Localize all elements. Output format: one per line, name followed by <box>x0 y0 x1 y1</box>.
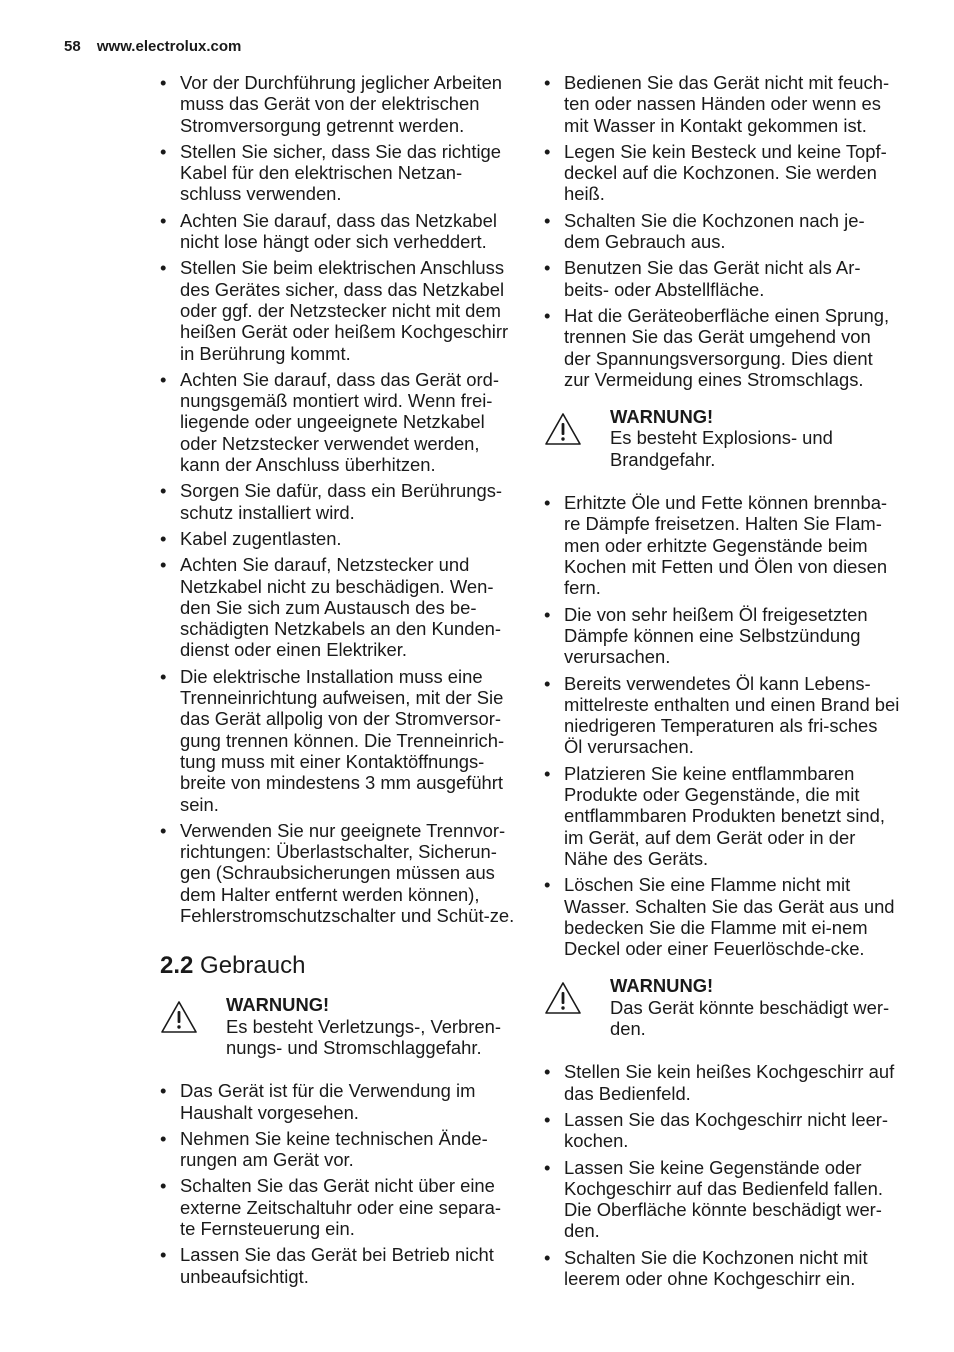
warning-triangle-icon <box>544 412 582 446</box>
section-heading <box>160 952 516 980</box>
list-item: • Schalten Sie das Gerät nicht über eine externe Zeitschaltuhr oder eine separa-te Fernsteuerung ein. <box>160 1175 516 1239</box>
list-item: • Stellen Sie beim elektrischen Anschluss des Gerätes sicher, dass das Netzkabel oder ggf. der Netzstecker nicht mit dem heißen Gerät oder heißem Kochgeschirr in Berührung kommt. <box>160 257 516 363</box>
section-number: 2.2 <box>160 952 194 980</box>
list-item: • Nehmen Sie keine technischen Ände-rungen am Gerät vor. <box>160 1128 516 1171</box>
list-item: • Legen Sie kein Besteck und keine Topf-deckel auf die Kochzonen. Sie werden heiß. <box>544 141 900 205</box>
warning-triangle-icon <box>160 1000 198 1034</box>
right-column <box>544 72 900 1294</box>
list-item: • Achten Sie darauf, Netzstecker und Netzkabel nicht zu beschädigen. Wen-den Sie sich zum Austausch des be-schädigten Netzkabels an den Kunden-dienst oder einen Elektriker. <box>160 554 516 660</box>
bullet-list-fire <box>544 492 900 959</box>
warning-triangle-icon <box>544 981 582 1015</box>
list-item: • Bedienen Sie das Gerät nicht mit feuch-ten oder nassen Händen oder wenn es mit Wasser in Kontakt gekommen ist. <box>544 72 900 136</box>
list-item: • Die elektrische Installation muss eine Trenneinrichtung aufweisen, mit der Sie das Gerät allpolig von der Stromversor-gung trennen können. Die Trenneinrich-tung muss mit einer Kontaktöffnungs-breite von mindestens 3 mm ausgeführt sein. <box>160 666 516 815</box>
list-item: • Vor der Durchführung jeglicher Arbeiten muss das Gerät von der elektrischen Stromversorgung getrennt werden. <box>160 72 516 136</box>
bullet-list-usage <box>160 1080 516 1287</box>
bullet-list-handling <box>544 72 900 390</box>
list-item: • Hat die Geräteoberfläche einen Sprung, trennen Sie das Gerät umgehend von der Spannungsversorgung. Dies dient zur Vermeidung eines Stromschlags. <box>544 305 900 390</box>
warning-box <box>544 975 900 1039</box>
list-item: • Schalten Sie die Kochzonen nach je-dem Gebrauch aus. <box>544 210 900 253</box>
left-column <box>160 72 516 1292</box>
bullet-list-electrical <box>160 72 516 926</box>
list-item: • Achten Sie darauf, dass das Netzkabel nicht lose hängt oder sich verheddert. <box>160 210 516 253</box>
list-item: • Das Gerät ist für die Verwendung im Haushalt vorgesehen. <box>160 1080 516 1123</box>
section-title: Gebrauch <box>200 952 306 980</box>
list-item: • Löschen Sie eine Flamme nicht mit Wasser. Schalten Sie das Gerät aus und bedecken Sie die Flamme mit ei-nem Deckel oder einer Feuerlöschde-cke. <box>544 874 900 959</box>
list-item: • Lassen Sie keine Gegenstände oder Kochgeschirr auf das Bedienfeld fallen. Die Oberfläche könnte beschädigt wer-den. <box>544 1157 900 1242</box>
list-item: • Stellen Sie sicher, dass Sie das richtige Kabel für den elektrischen Netzan-schluss verwenden. <box>160 141 516 205</box>
list-item: • Benutzen Sie das Gerät nicht als Ar-beits- oder Abstellfläche. <box>544 257 900 300</box>
list-item: • Lassen Sie das Gerät bei Betrieb nicht unbeaufsichtigt. <box>160 1244 516 1287</box>
list-item: • Lassen Sie das Kochgeschirr nicht leer-kochen. <box>544 1109 900 1152</box>
warning-text: Es besteht Explosions- und Brandgefahr. <box>610 427 833 470</box>
warning-title: WARNUNG! <box>610 975 714 997</box>
warning-title: WARNUNG! <box>226 994 330 1016</box>
list-item: • Platzieren Sie keine entflammbaren Produkte oder Gegenstände, die mit entflammbaren Produkten benetzt sind, im Gerät, auf dem Gerät oder in der Nähe des Geräts. <box>544 763 900 869</box>
warning-title: WARNUNG! <box>610 406 714 428</box>
list-item: • Stellen Sie kein heißes Kochgeschirr auf das Bedienfeld. <box>544 1061 900 1104</box>
list-item: • Sorgen Sie dafür, dass ein Berührungs-schutz installiert wird. <box>160 480 516 523</box>
website-url: www.electrolux.com <box>96 38 242 55</box>
list-item: • Achten Sie darauf, dass das Gerät ord-nungsgemäß montiert wird. Wenn frei-liegende oder ungeeignete Netzkabel oder Netzstecker verwendet werden, kann der Anschluss überhitzen. <box>160 369 516 475</box>
list-item: • Verwenden Sie nur geeignete Trennvor-richtungen: Überlastschalter, Sicherun-gen (Schraubsicherungen müssen aus dem Halter entfernt werden können), Fehlerstromschutzschalter und Schüt-ze. <box>160 820 516 926</box>
list-item: • Die von sehr heißem Öl freigesetzten Dämpfe können eine Selbstzündung verursachen. <box>544 604 900 668</box>
list-item: • Schalten Sie die Kochzonen nicht mit leerem oder ohne Kochgeschirr ein. <box>544 1247 900 1290</box>
page-number: 58 <box>64 38 81 55</box>
page-header <box>64 38 241 55</box>
list-item: • Erhitzte Öle und Fette können brennba-re Dämpfe freisetzen. Halten Sie Flam-men oder erhitzte Gegenstände beim Kochen mit Fetten und Ölen von diesen fern. <box>544 492 900 598</box>
warning-text: Es besteht Verletzungs-, Verbren-nungs- und Stromschlaggefahr. <box>226 1015 501 1058</box>
warning-box <box>544 406 900 470</box>
warning-text: Das Gerät könnte beschädigt wer-den. <box>610 996 890 1039</box>
bullet-list-damage <box>544 1061 900 1289</box>
list-item: • Kabel zugentlasten. <box>160 528 516 549</box>
list-item: • Bereits verwendetes Öl kann Lebens-mittelreste enthalten und einen Brand bei niedrigeren Temperaturen als fri-sches Öl verursachen. <box>544 673 900 758</box>
warning-box <box>160 994 516 1058</box>
